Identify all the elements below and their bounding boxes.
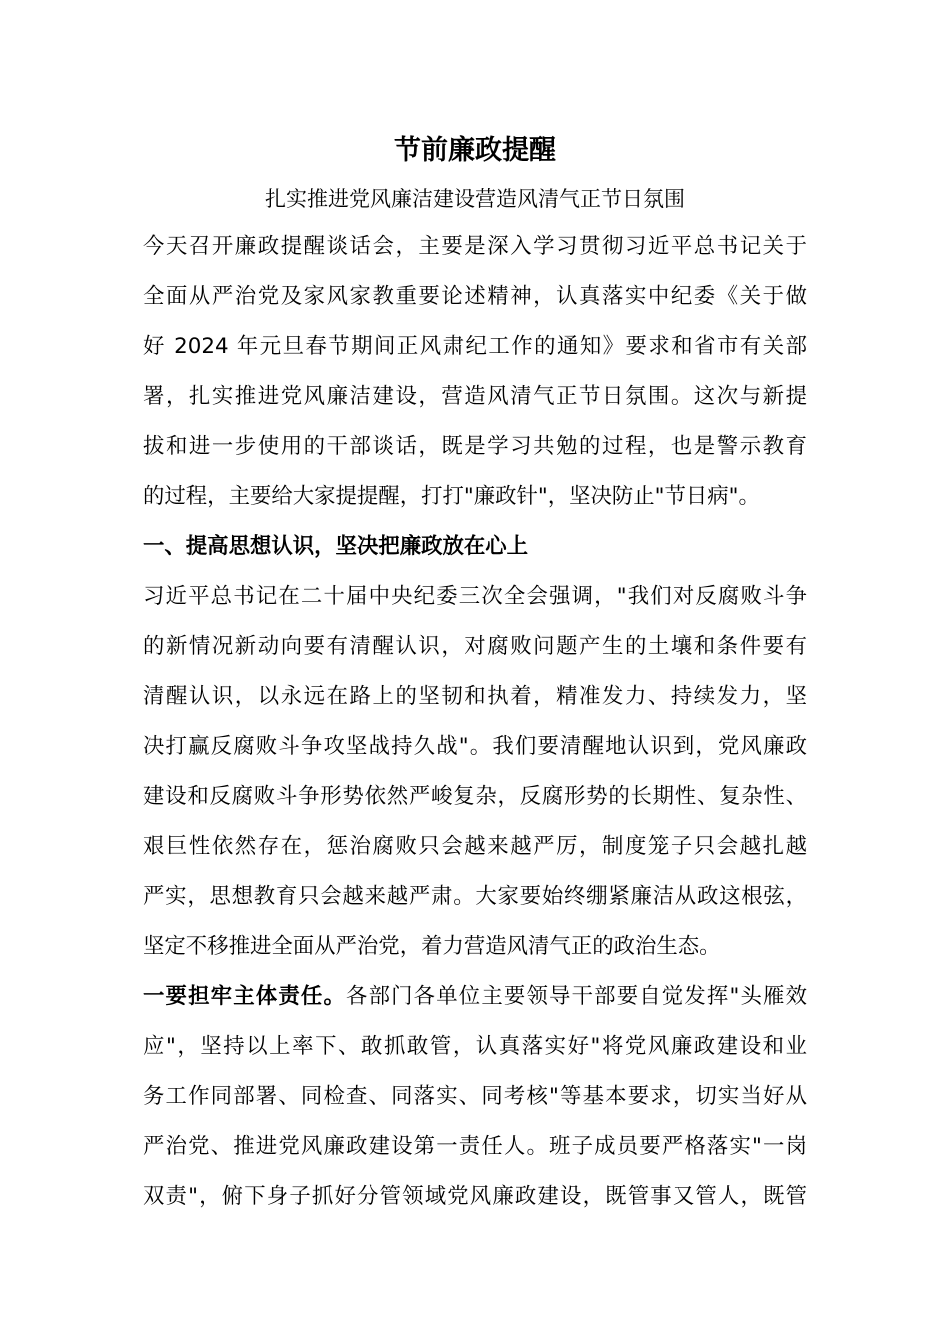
paragraph-line: 署，扎实推进党风廉洁建设，营造风清气正节日氛围。这次与新提	[143, 384, 807, 409]
paragraph-line: 艰巨性依然存在，惩治腐败只会越来越严厉，制度笼子只会越扎越	[143, 834, 807, 859]
paragraph-line: 的新情况新动向要有清醒认识，对腐败问题产生的土壤和条件要有	[143, 634, 807, 659]
section1-paragraph	[143, 572, 807, 972]
paragraph-line: 的过程，主要给大家提提醒，打打"廉政针"，坚决防止"节日病"。	[143, 484, 760, 509]
paragraph-line: 严实，思想教育只会越来越严肃。大家要始终绷紧廉洁从政这根弦，	[143, 884, 807, 909]
paragraph-line: 建设和反腐败斗争形势依然严峻复杂，反腐形势的长期性、复杂性、	[143, 784, 807, 809]
point-text: 各部门各单位主要领导干部要自觉发挥"头雁效	[346, 984, 807, 1009]
paragraph-line: 应"，坚持以上率下、敢抓敢管，认真落实好"将党风廉政建设和业	[143, 1034, 807, 1059]
document-subtitle: 扎实推进党风廉洁建设营造风清气正节日氛围	[265, 187, 685, 211]
paragraph-line: 习近平总书记在二十届中央纪委三次全会强调，"我们对反腐败斗争	[143, 584, 807, 609]
paragraph-line: 今天召开廉政提醒谈话会，主要是深入学习贯彻习近平总书记关于	[143, 234, 807, 259]
point-lead: 一要担牢主体责任。	[143, 984, 347, 1009]
document-page	[143, 128, 807, 1222]
paragraph-line: 决打赢反腐败斗争攻坚战持久战"。我们要清醒地认识到，党风廉政	[143, 734, 807, 759]
paragraph-line: 清醒认识，以永远在路上的坚韧和执着，精准发力、持续发力，坚	[143, 684, 807, 709]
intro-paragraph	[143, 222, 807, 522]
paragraph-line: 严治党、推进党风廉政建设第一责任人。班子成员要严格落实"一岗	[143, 1134, 807, 1159]
paragraph-line	[143, 972, 807, 1022]
paragraph-line: 全面从严治党及家风家教重要论述精神，认真落实中纪委《关于做	[143, 284, 807, 309]
paragraph-line: 拔和进一步使用的干部谈话，既是学习共勉的过程，也是警示教育	[143, 434, 807, 459]
paragraph-line: 好 2024 年元旦春节期间正风肃纪工作的通知》要求和省市有关部	[143, 334, 807, 359]
paragraph-line: 坚定不移推进全面从严治党，着力营造风清气正的政治生态。	[143, 934, 721, 959]
point1-paragraph	[143, 972, 807, 1222]
paragraph-line: 双责"，俯下身子抓好分管领域党风廉政建设，既管事又管人，既管	[143, 1184, 807, 1209]
section-heading: 一、提高思想认识，坚决把廉政放在心上	[143, 534, 529, 559]
document-title: 节前廉政提醒	[394, 135, 556, 166]
paragraph-line: 务工作同部署、同检查、同落实、同考核"等基本要求，切实当好从	[143, 1084, 807, 1109]
